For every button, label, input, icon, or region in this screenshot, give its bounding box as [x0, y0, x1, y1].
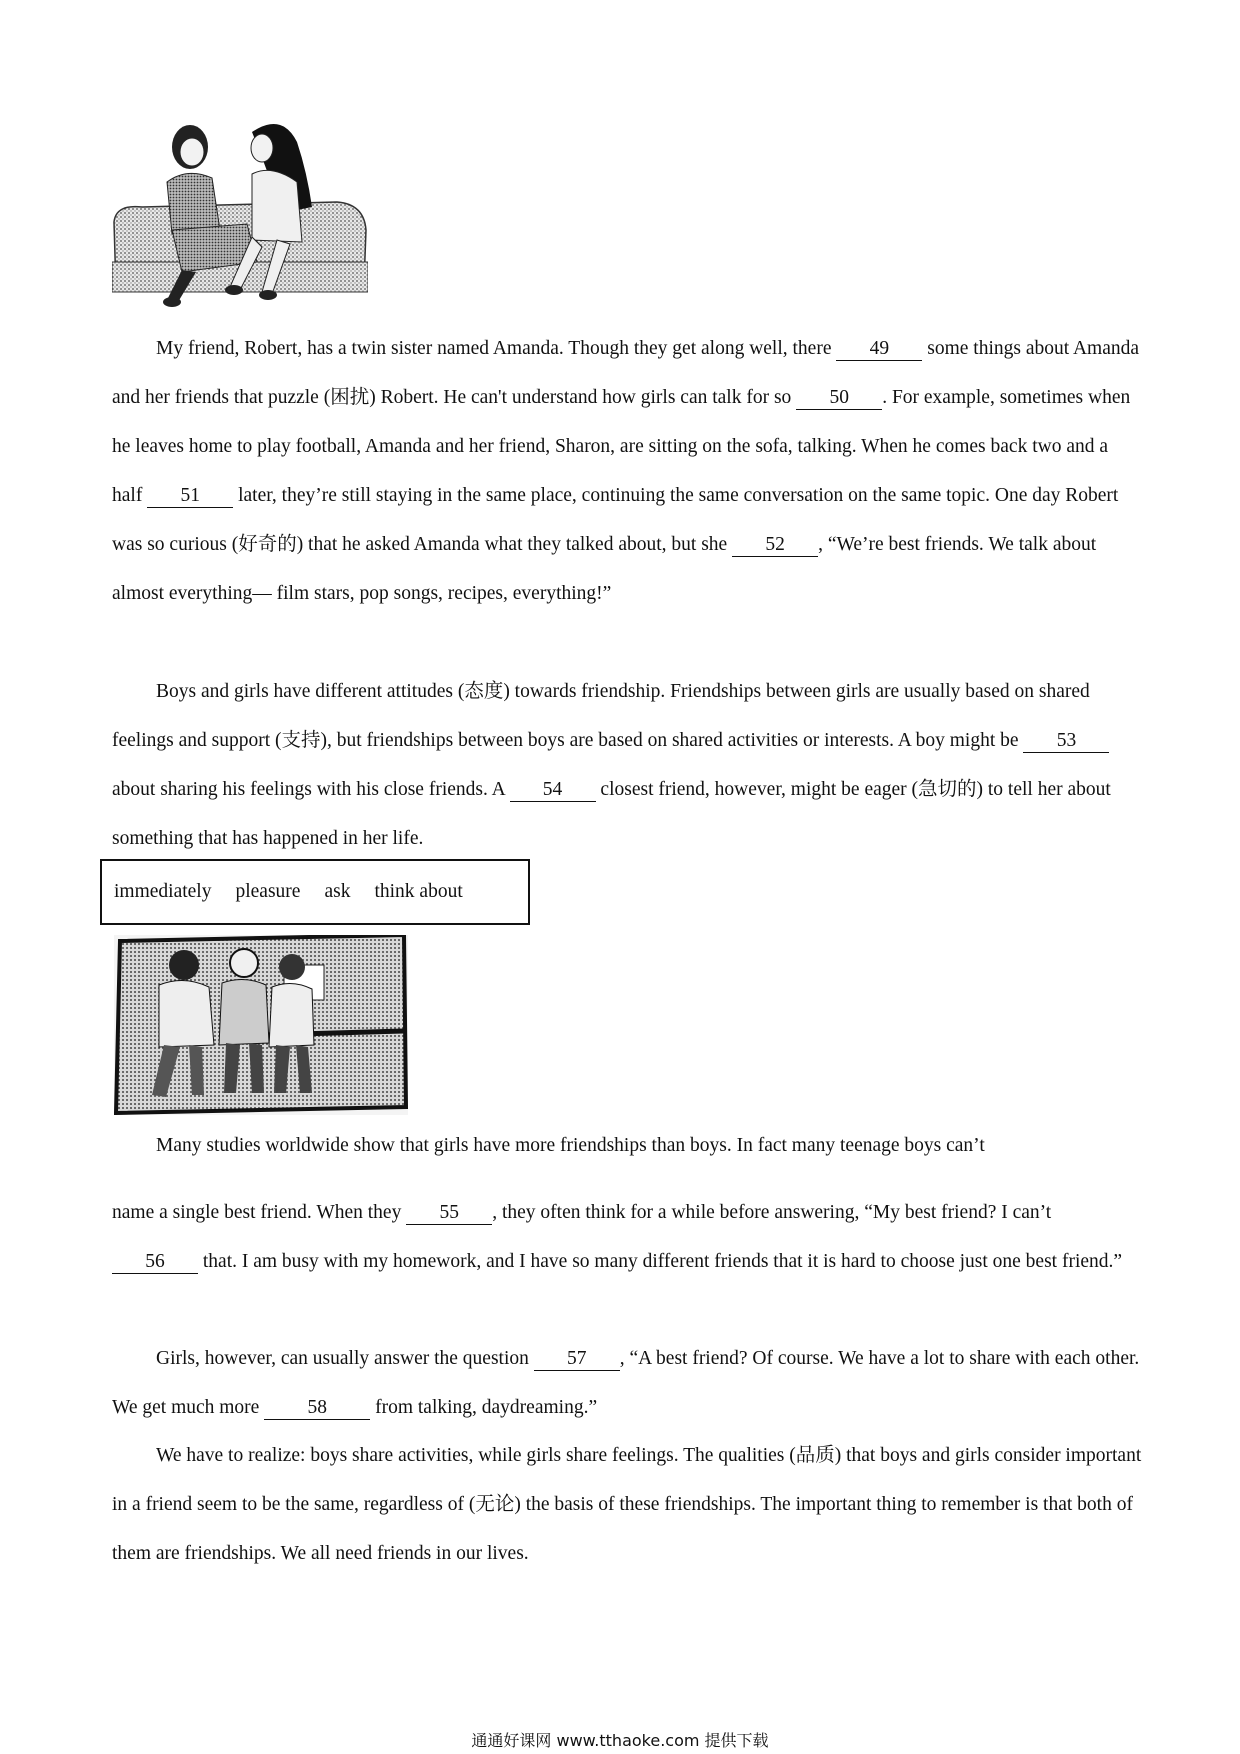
paragraph-1-text-c: . For example, sometimes when he leaves home to play football, Amanda and her friend, Sharon, are sitting on the sofa, talking. When he comes back two and a half: [112, 387, 1131, 506]
blank-50[interactable]: 50: [796, 387, 882, 410]
blank-58[interactable]: 58: [264, 1397, 370, 1420]
paragraph-4-text-c: that. I am busy with my homework, and I have so many different friends that it is hard to choose just one best friend.”: [198, 1251, 1123, 1272]
word-bank-item: ask: [324, 881, 351, 902]
paragraph-2: [112, 667, 1142, 863]
paragraph-2-text-a: Boys and girls have different attitudes (态度) towards friendship. Friendships between girls are usually based on shared feelings and support (支持), but friendships between boys are based on shared activities or interests. A boy might be: [112, 681, 1090, 751]
paragraph-4-text-a: name a single best friend. When they: [112, 1202, 407, 1223]
paragraph-1-text-a: My friend, Robert, has a twin sister named Amanda. Though they get along well, there: [156, 338, 837, 359]
paragraph-1-text-b: some things about Amanda and her friends that puzzle (困扰) Robert. He can't understand how girls can talk for so: [112, 338, 1140, 408]
blank-52[interactable]: 52: [732, 534, 818, 557]
paragraph-2-text-b: about sharing his feelings with his close friends. A: [112, 779, 510, 800]
paragraph-4-text-b: , they often think for a while before answering, “My best friend? I can’t: [492, 1202, 1052, 1223]
word-bank-item: immediately: [114, 881, 212, 902]
paragraph-3-text: Many studies worldwide show that girls have more friendships than boys. In fact many teenage boys can’t: [156, 1135, 985, 1156]
paragraph-5-text-b: , “A best friend? Of course. We have a lot to share with each other. We get much more: [112, 1348, 1140, 1418]
word-bank-box: [100, 859, 530, 925]
page-footer: 通通好课网 www.tthaoke.com 提供下载: [471, 1731, 769, 1750]
paragraph-6-text: We have to realize: boys share activities, while girls share feelings. The qualities (品质) that boys and girls consider important in a friend seem to be the same, regardless of (无论) the basis of these friendships. The important thing to remember is that both of them are friendships. We all need friends in our lives.: [112, 1445, 1142, 1564]
paragraph-6: [112, 1431, 1142, 1578]
blank-53[interactable]: 53: [1023, 730, 1109, 753]
illustration-girls-on-sofa: [112, 112, 368, 314]
paragraph-2-text-c: closest friend, however, might be eager (急切的) to tell her about something that has happened in her life.: [112, 779, 1111, 849]
paragraph-5: [112, 1334, 1142, 1432]
illustration-three-boys-photo: [114, 935, 408, 1115]
paragraph-5-text-a: Girls, however, can usually answer the question: [156, 1348, 534, 1369]
word-bank-item: think about: [374, 881, 463, 902]
paragraph-1: [112, 324, 1142, 618]
blank-51[interactable]: 51: [147, 485, 233, 508]
paragraph-4: [112, 1188, 1142, 1286]
paragraph-1-text-d: later, they’re still staying in the same place, continuing the same conversation on the same topic. One day Robert was so curious (好奇的) that he asked Amanda what they talked about, but she: [112, 485, 1119, 555]
paragraph-1-text-e: , “We’re best friends. We talk about almost everything— film stars, pop songs, recipes, everything!”: [112, 534, 1097, 604]
blank-55[interactable]: 55: [406, 1202, 492, 1225]
paragraph-5-text-c: from talking, daydreaming.”: [370, 1397, 598, 1418]
paragraph-3: [112, 1121, 1142, 1170]
blank-54[interactable]: 54: [510, 779, 596, 802]
blank-57[interactable]: 57: [534, 1348, 620, 1371]
blank-49[interactable]: 49: [836, 338, 922, 361]
blank-56[interactable]: 56: [112, 1251, 198, 1274]
word-bank-item: pleasure: [235, 881, 301, 902]
